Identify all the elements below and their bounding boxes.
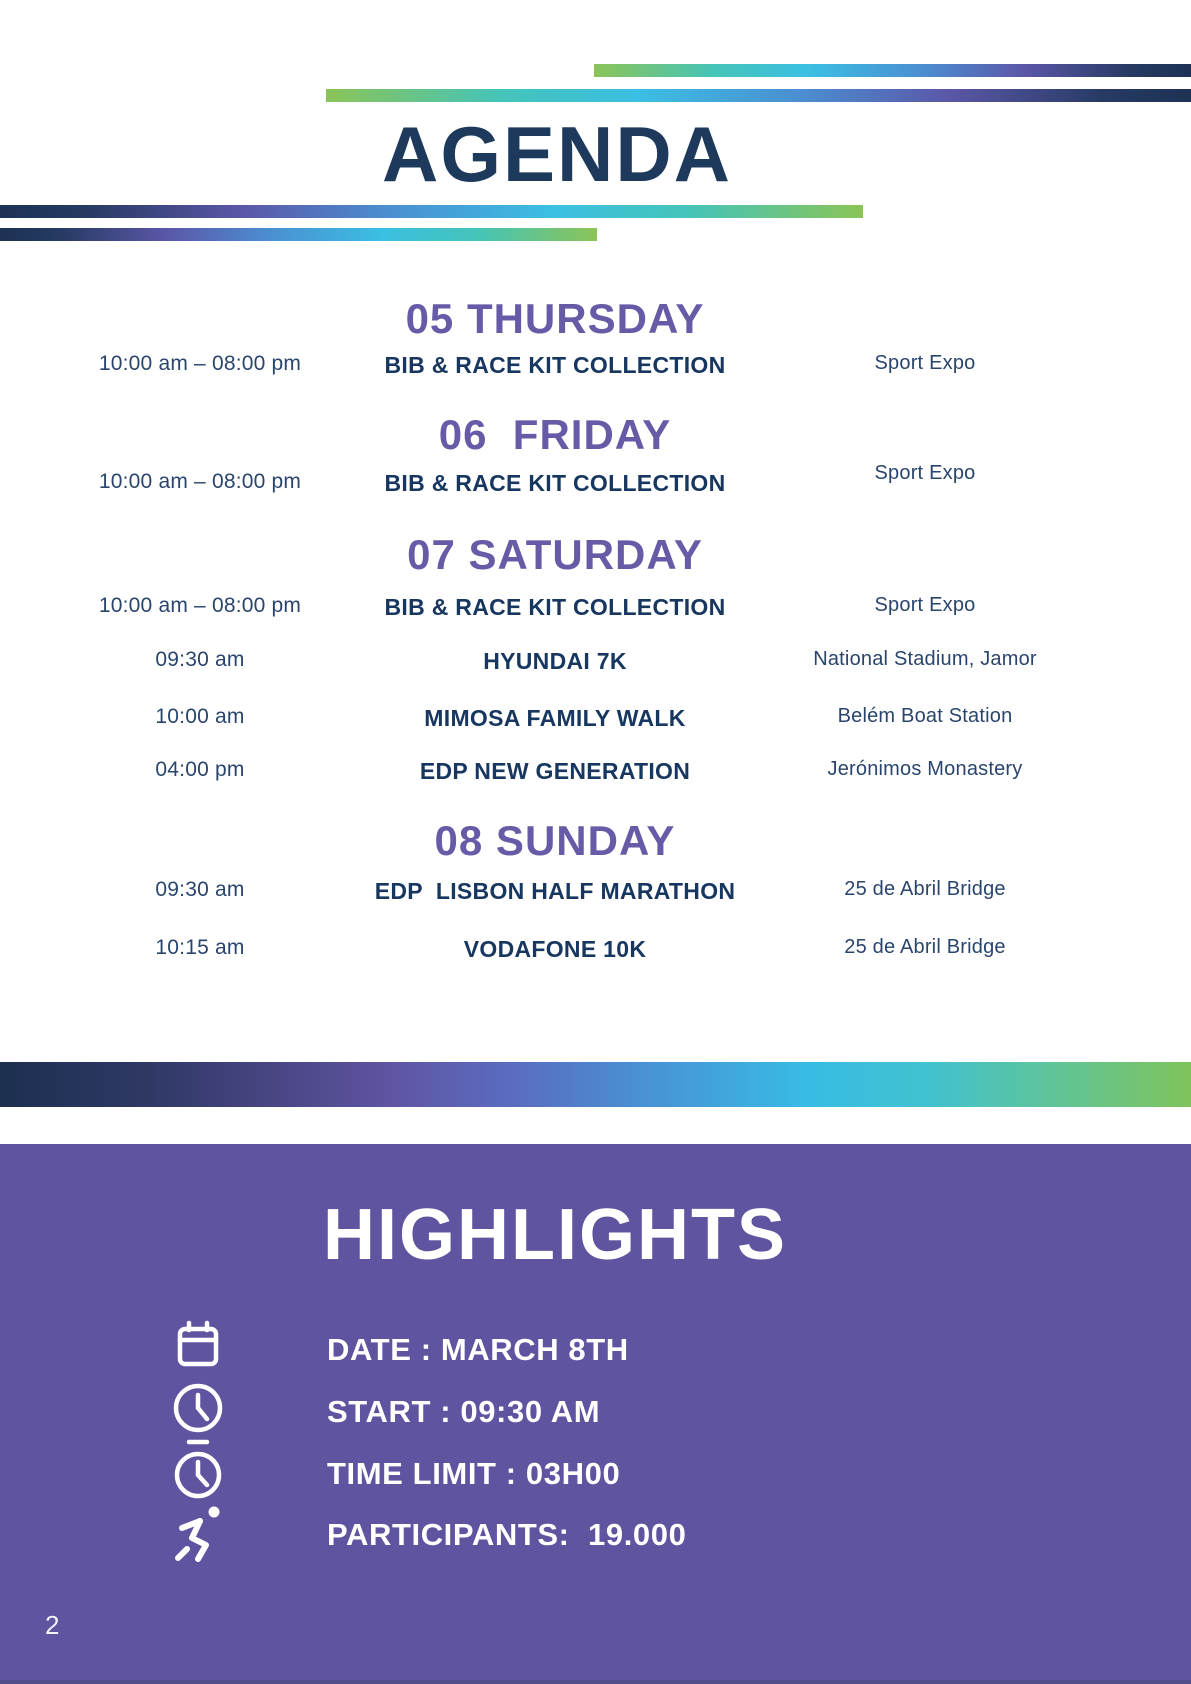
event-location: Belém Boat Station (837, 705, 1013, 727)
event-location: 25 de Abril Bridge (844, 936, 1006, 958)
gradient-divider-bar (0, 1062, 1191, 1107)
event-name: BIB & RACE KIT COLLECTION (384, 352, 726, 378)
event-name: MIMOSA FAMILY WALK (424, 705, 686, 731)
clock-icon (172, 1382, 224, 1434)
event-time: 04:00 pm (155, 758, 245, 781)
highlight-start: START : 09:30 AM (327, 1394, 601, 1429)
event-time: 10:15 am (155, 936, 245, 959)
event-name: EDP LISBON HALF MARATHON (374, 878, 736, 904)
page-title: AGENDA (381, 110, 732, 198)
calendar-icon (172, 1320, 224, 1368)
agenda-row (0, 758, 1191, 788)
highlights-title: HIGHLIGHTS (323, 1195, 787, 1275)
event-time: 09:30 am (155, 878, 245, 901)
agenda-row (0, 594, 1191, 624)
stopwatch-icon (172, 1438, 224, 1500)
event-time: 10:00 am (155, 705, 245, 728)
event-name: BIB & RACE KIT COLLECTION (384, 470, 726, 496)
event-time: 10:00 am – 08:00 pm (98, 594, 302, 617)
agenda-row (0, 648, 1191, 678)
agenda-row (0, 936, 1191, 966)
runner-icon (172, 1504, 224, 1562)
highlight-date: DATE : MARCH 8TH (327, 1332, 629, 1367)
event-location: Sport Expo (874, 594, 976, 616)
highlight-time-limit: TIME LIMIT : 03H00 (327, 1456, 621, 1491)
highlights-section (0, 1144, 1191, 1684)
event-location: National Stadium, Jamor (813, 648, 1037, 670)
event-name: HYUNDAI 7K (483, 648, 627, 674)
event-name: EDP NEW GENERATION (419, 758, 691, 784)
gradient-bar-top-right-1 (594, 64, 1191, 77)
gradient-bar-under-title-2 (0, 228, 597, 241)
agenda-row (0, 462, 1191, 500)
event-location: Sport Expo (874, 462, 976, 484)
highlight-participants: PARTICIPANTS: 19.000 (327, 1517, 687, 1552)
day-heading-sunday: 08 SUNDAY (434, 817, 676, 864)
gradient-bar-under-title-1 (0, 205, 863, 218)
agenda-row (0, 352, 1191, 382)
day-heading-saturday: 07 SATURDAY (407, 531, 703, 578)
gradient-bar-top-right-2 (326, 89, 1191, 102)
day-heading-friday: 06 FRIDAY (438, 411, 672, 458)
event-time: 09:30 am (155, 648, 245, 671)
event-location: Sport Expo (874, 352, 976, 374)
day-heading-thursday: 05 THURSDAY (405, 295, 705, 342)
event-location: 25 de Abril Bridge (844, 878, 1006, 900)
agenda-row (0, 878, 1191, 908)
event-name: VODAFONE 10K (463, 936, 647, 962)
page-number: 2 (45, 1610, 60, 1640)
agenda-row (0, 705, 1191, 735)
bottom-edge-strip (0, 1680, 1191, 1684)
event-name: BIB & RACE KIT COLLECTION (384, 594, 726, 620)
event-time: 10:00 am – 08:00 pm (98, 470, 302, 493)
event-location: Jerónimos Monastery (827, 758, 1023, 780)
event-time: 10:00 am – 08:00 pm (98, 352, 302, 375)
